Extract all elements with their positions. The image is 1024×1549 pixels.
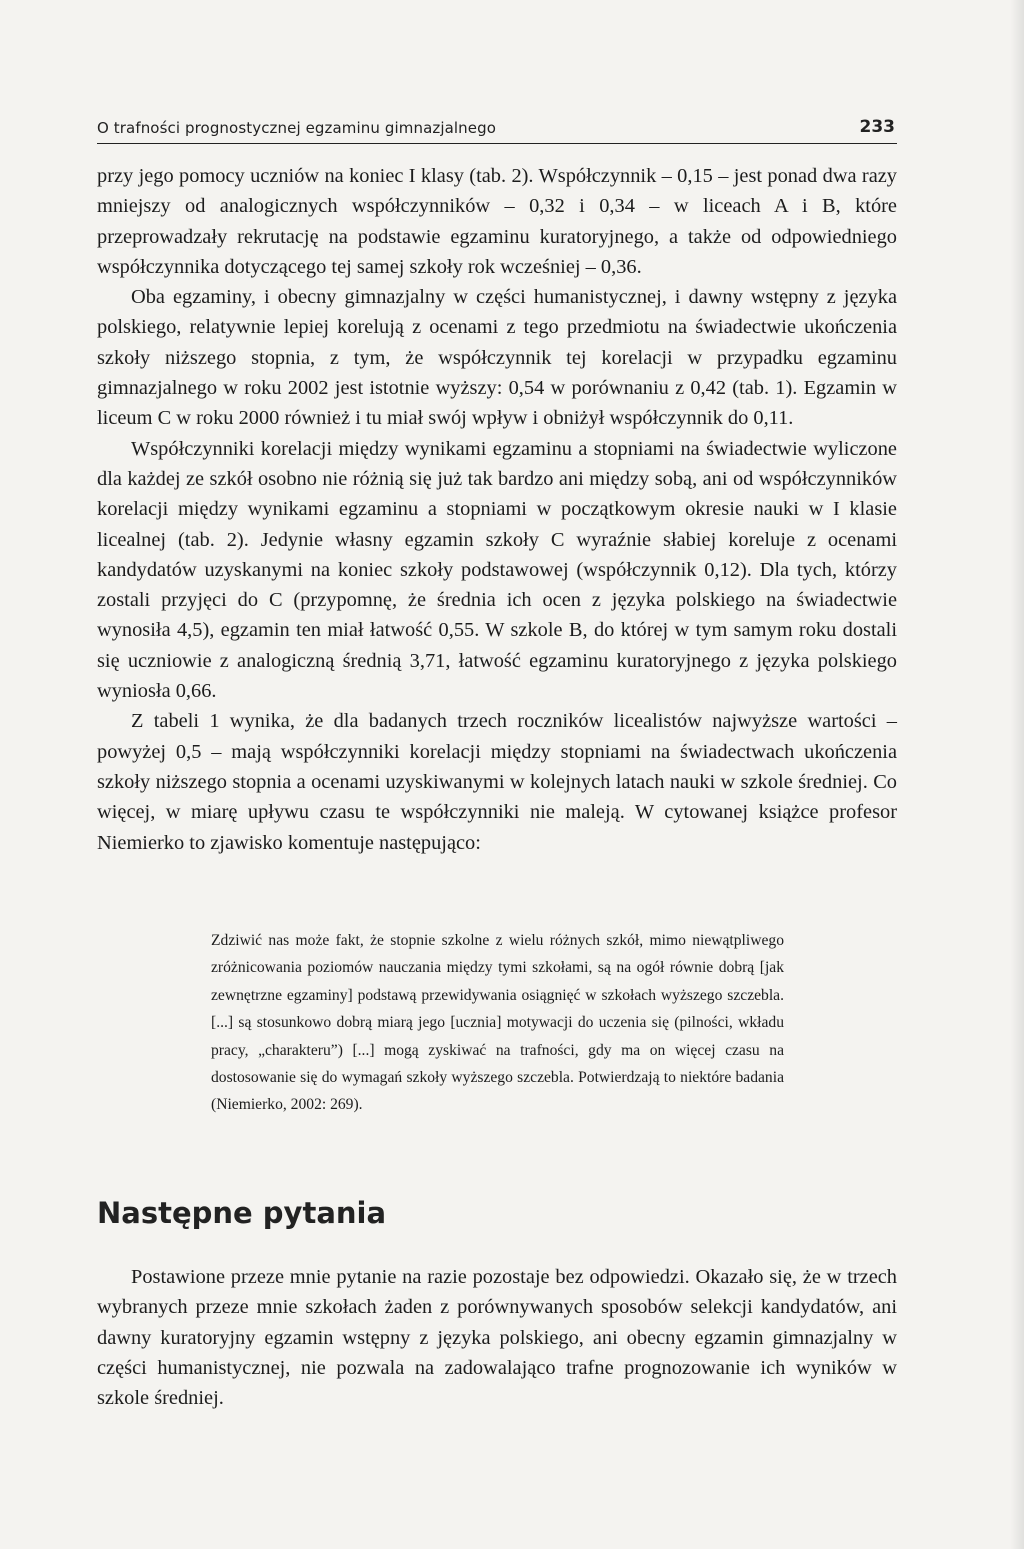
section-heading: Następne pytania <box>97 1196 387 1230</box>
paragraph-2: Oba egzaminy, i obecny gimnazjalny w części humanistycznej, i dawny wstępny z języka polskiego, relatywnie lepiej korelują z ocenami z tego przedmiotu na świadectwie ukończenia szkoły niższego stopnia, z tym, że współczynnik tej korelacji w przypadku egzaminu gimnazjalnego w roku 2002 jest istotnie wyższy: 0,54 w porównaniu z 0,42 (tab. 1). Egzamin w liceum C w roku 2000 również i tu miał swój wpływ i obniżył współczynnik do 0,11. <box>97 286 897 430</box>
page-edge-shadow <box>1010 0 1024 1549</box>
body-text <box>97 161 897 858</box>
quote-text: Zdziwić nas może fakt, że stopnie szkolne z wielu różnych szkół, mimo niewątpliwego zróżnicowania poziomów nauczania między tymi szkołami, są na ogół równie dobrą [jak zewnętrzne egzaminy] podstawą przewidywania osiągnięć w szkołach wyższego szczebla. [...] są stosunkowo dobrą miarą jego [ucznia] motywacji do uczenia się (pilności, wkładu pracy, „charakteru”) [...] mogą zyskiwać na trafności, gdy ma on więcej czasu na dostosowanie się do wymagań szkoły wyższego szczebla. Potwierdzają to niektóre badania (Niemierko, 2002: 269). <box>211 932 784 1114</box>
paragraph-3: Współczynniki korelacji między wynikami egzaminu a stopniami na świadectwie wyliczone dla każdej ze szkół osobno nie różnią się już tak bardzo ani między sobą, ani od współczynników korelacji między wynikami egzaminu a stopniami w początkowym okresie nauki w I klasie licealnej (tab. 2). Jedynie własny egzamin szkoły C wyraźnie słabiej koreluje z ocenami kandydatów uzyskanymi na koniec szkoły podstawowej (współczynnik 0,12). Dla tych, którzy zostali przyjęci do C (przypomnę, że średnia ich ocen z języka polskiego na świadectwie wynosiła 4,5), egzamin ten miał łatwość 0,55. W szkole B, do której w tym samym roku dostali się uczniowie z analogiczną średnią 3,71, łatwość egzaminu kuratoryjnego z języka polskiego wyniosła 0,66. <box>97 437 897 703</box>
paragraph-4: Z tabeli 1 wynika, że dla badanych trzech roczników licealistów najwyższe wartości – powyżej 0,5 – mają współczynniki korelacji między stopniami na świadectwach ukończenia szkoły niższego stopnia a ocenami uzyskiwanymi w kolejnych latach nauki w szkole średniej. Co więcej, w miarę upływu czasu te współczynniki nie maleją. W cytowanej książce profesor Niemierko to zjawisko komentuje następująco: <box>97 710 897 854</box>
section-text <box>97 1262 897 1413</box>
page-number: 233 <box>859 117 895 137</box>
section-paragraph: Postawione przeze mnie pytanie na razie pozostaje bez odpowiedzi. Okazało się, że w trzech wybranych przeze mnie szkołach żaden z porównywanych sposobów selekcji kandydatów, ani dawny kuratoryjny egzamin wstępny z języka polskiego, ani obecny egzamin gimnazjalny w części humanistycznej, nie pozwala na zadowalająco trafne prognozowanie ich wyników w szkole średniej. <box>97 1266 897 1410</box>
block-quote <box>211 927 784 1119</box>
paragraph-1: przy jego pomocy uczniów na koniec I klasy (tab. 2). Współczynnik – 0,15 – jest ponad dwa razy mniejszy od analogicznych współczynników – 0,32 i 0,34 – w liceach A i B, które przeprowadzały rekrutację na podstawie egzaminu kuratoryjnego, a także od odpowiedniego współczynnika dotyczącego tej samej szkoły rok wcześniej – 0,36. <box>97 165 897 278</box>
page-header <box>97 117 897 144</box>
running-title: O trafności prognostycznej egzaminu gimnazjalnego <box>97 119 496 137</box>
